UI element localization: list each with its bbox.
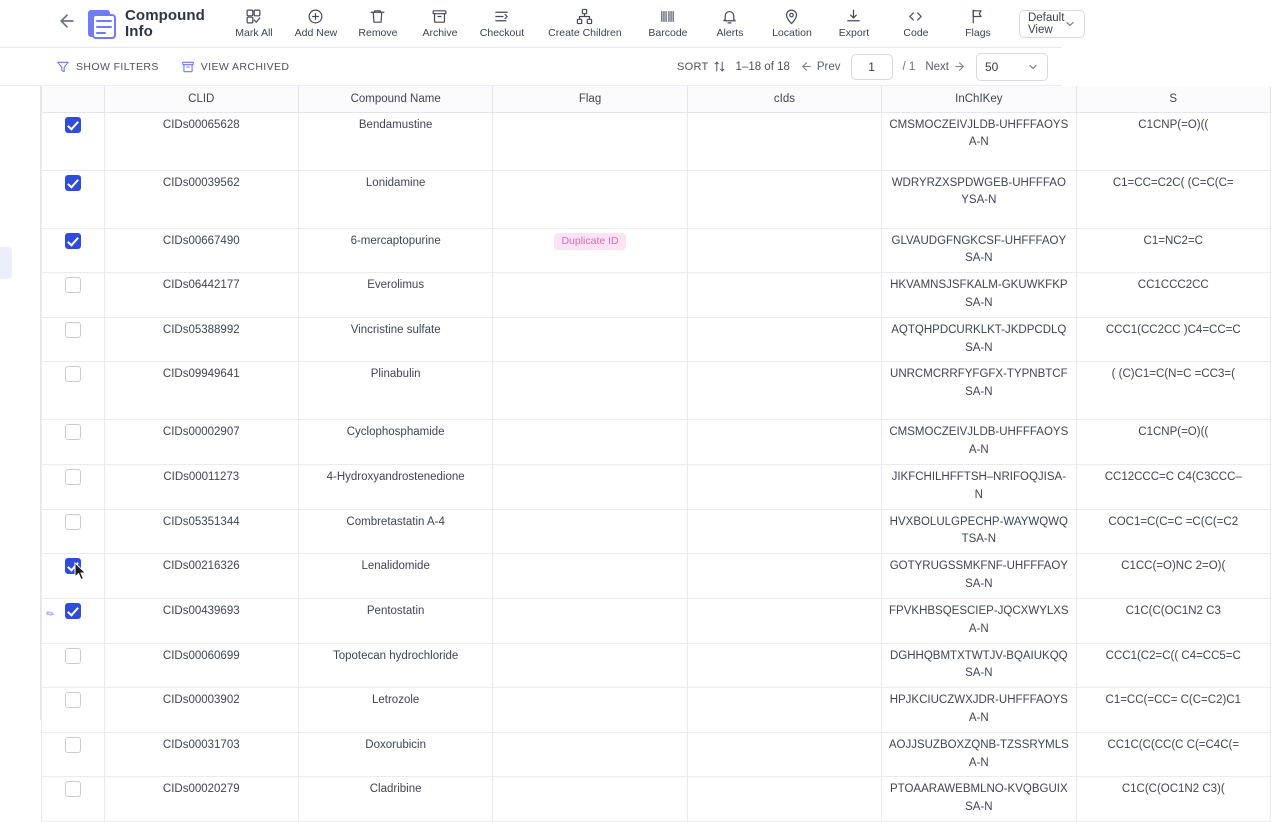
page-total-label: / 1	[902, 60, 916, 73]
row-select-cell[interactable]	[42, 170, 105, 228]
cell-clid[interactable]: CIDs00011273	[104, 465, 298, 510]
cell-clds[interactable]	[687, 420, 881, 465]
row-select-cell[interactable]	[42, 554, 105, 599]
compound-table-container[interactable]	[40, 86, 1242, 814]
per-page-selector[interactable]	[976, 53, 1048, 81]
toolbar-flags-button[interactable]	[947, 1, 1009, 47]
cell-clds[interactable]	[687, 777, 881, 822]
row-checkbox[interactable]	[65, 322, 81, 338]
cell-compound-name[interactable]: 6-mercaptopurine	[298, 228, 492, 273]
column-header-clds[interactable]: cIds	[687, 86, 881, 112]
table-row[interactable]	[42, 170, 1271, 228]
row-checkbox[interactable]	[65, 366, 81, 382]
row-select-cell[interactable]	[42, 509, 105, 554]
page-title	[125, 8, 205, 40]
arrow-left-icon	[800, 60, 813, 73]
column-header-flag[interactable]: Flag	[493, 86, 687, 112]
left-edge-marker	[0, 247, 12, 279]
row-select-cell[interactable]	[42, 643, 105, 688]
cell-clid[interactable]: CIDs00216326	[104, 554, 298, 599]
pin-icon: ✎	[44, 607, 58, 622]
arrow-right-icon	[953, 60, 966, 73]
table-row[interactable]	[42, 688, 1271, 733]
cell-clid[interactable]: CIDs00020279	[104, 777, 298, 822]
chevron-down-icon	[1064, 18, 1076, 30]
row-checkbox[interactable]	[65, 469, 81, 485]
cell-clid[interactable]: CIDs00439693	[104, 598, 298, 643]
row-checkbox[interactable]	[65, 648, 81, 664]
cell-compound-name[interactable]: Bendamustine	[298, 112, 492, 170]
cell-smiles[interactable]: C1CNP(=O)((	[1076, 420, 1270, 465]
cell-compound-name[interactable]: Cladribine	[298, 777, 492, 822]
chevron-down-icon	[1027, 61, 1039, 73]
cell-smiles[interactable]: C1CC(=O)NC 2=O)(	[1076, 554, 1270, 599]
row-select-cell[interactable]	[42, 273, 105, 318]
row-select-cell[interactable]	[42, 362, 105, 420]
cell-compound-name[interactable]: Everolimus	[298, 273, 492, 318]
cell-clds[interactable]	[687, 228, 881, 273]
table-row[interactable]	[42, 465, 1271, 510]
cell-inchikey[interactable]: AQTQHPDCURKLKT-JKDPCDLQSA-N	[882, 317, 1076, 362]
cell-smiles[interactable]: C1=NC2=C	[1076, 228, 1270, 273]
row-checkbox[interactable]	[65, 175, 81, 191]
toolbar-remove-label: Remove	[358, 27, 398, 39]
cell-flag[interactable]	[493, 777, 687, 822]
toolbar-archive-button[interactable]	[409, 1, 471, 47]
view-archived-button[interactable]	[181, 60, 290, 74]
toolbar-flags-label: Flags	[965, 27, 991, 39]
view-archived-label: VIEW ARCHIVED	[200, 60, 290, 73]
row-checkbox[interactable]	[65, 737, 81, 753]
row-checkbox[interactable]	[65, 558, 81, 574]
sort-label: SORT	[676, 60, 709, 73]
table-row[interactable]	[42, 509, 1271, 554]
cell-inchikey[interactable]: UNRCMCRRFYFGFX-TYPNBTCFSA-N	[882, 362, 1076, 420]
show-filters-label: SHOW FILTERS	[76, 60, 159, 73]
cell-clid[interactable]: CIDs00002907	[104, 420, 298, 465]
arrow-left-icon[interactable]	[54, 8, 80, 34]
app-title-line2: Info	[125, 22, 153, 40]
toolbar-alerts-label: Alerts	[716, 27, 744, 39]
cell-flag[interactable]	[493, 509, 687, 554]
table-row[interactable]	[42, 362, 1271, 420]
toolbar-code-button[interactable]	[885, 1, 947, 47]
row-checkbox[interactable]	[65, 692, 81, 708]
app-brand	[86, 8, 205, 40]
table-header-row	[42, 86, 1271, 112]
top-toolbar	[0, 0, 1065, 48]
toolbar-add-new-button[interactable]	[285, 1, 347, 47]
filter-icon	[56, 60, 70, 74]
sort-button[interactable]	[677, 60, 726, 73]
cell-smiles[interactable]: C1=CC=C2C( (C=C(C=	[1076, 170, 1270, 228]
app-title-line1: Compound	[125, 6, 205, 24]
per-page-value: 50	[985, 59, 999, 74]
table-row[interactable]	[42, 112, 1271, 170]
toolbar-remove-button[interactable]	[347, 1, 409, 47]
cell-clds[interactable]	[687, 170, 881, 228]
toolbar-mark-all-label: Mark All	[235, 27, 273, 39]
cell-inchikey[interactable]: CMSMOCZEIVJLDB-UHFFFAOYSA-N	[882, 112, 1076, 170]
cell-compound-name[interactable]: Cyclophosphamide	[298, 420, 492, 465]
toolbar-actions	[223, 0, 1009, 48]
cell-flag[interactable]	[493, 420, 687, 465]
cell-flag[interactable]	[493, 554, 687, 599]
row-select-cell[interactable]	[42, 732, 105, 777]
row-select-cell[interactable]	[42, 688, 105, 733]
pagination-controls	[677, 53, 1048, 81]
cell-smiles[interactable]: ( (C)C1=C(N=C =CC3=(	[1076, 362, 1270, 420]
cell-clid[interactable]: CIDs00039562	[104, 170, 298, 228]
cell-flag[interactable]	[493, 112, 687, 170]
cell-compound-name[interactable]: Pentostatin	[298, 598, 492, 643]
table-row[interactable]	[42, 732, 1271, 777]
cell-clds[interactable]	[687, 465, 881, 510]
cell-smiles[interactable]: CC12CCC=C C4(C3CCC–	[1076, 465, 1270, 510]
show-filters-button[interactable]	[56, 60, 159, 74]
row-select-cell[interactable]	[42, 317, 105, 362]
column-header-inchikey[interactable]: InChIKey	[882, 86, 1076, 112]
cell-compound-name[interactable]: Topotecan hydrochloride	[298, 643, 492, 688]
toolbar-barcode-label: Barcode	[648, 27, 688, 39]
cell-inchikey[interactable]: PTOAARAWEBMLNO-KVQBGUIXSA-N	[882, 777, 1076, 822]
cell-smiles[interactable]: CC1C(C(CC(C C(=C4C(=	[1076, 732, 1270, 777]
cell-flag[interactable]	[493, 273, 687, 318]
cell-flag[interactable]	[493, 465, 687, 510]
cell-smiles[interactable]: C1=CC(=CC= C(C=C2)C1	[1076, 688, 1270, 733]
row-select-cell[interactable]	[42, 465, 105, 510]
table-row[interactable]	[42, 317, 1271, 362]
cell-compound-name[interactable]: Plinabulin	[298, 362, 492, 420]
cell-clid[interactable]: CIDs05388992	[104, 317, 298, 362]
result-range-label: 1–18 of 18	[735, 60, 790, 73]
compound-info-logo-icon	[86, 8, 116, 40]
row-checkbox[interactable]	[65, 514, 81, 530]
view-selector-value: Default View	[1027, 11, 1065, 36]
row-select-cell[interactable]	[42, 777, 105, 822]
cell-clds[interactable]	[687, 732, 881, 777]
cell-smiles[interactable]: C1CNP(=O)((	[1076, 112, 1270, 170]
status-badge: Duplicate ID	[554, 233, 625, 251]
cell-inchikey[interactable]: HVXBOLULGPECHP-WAYWQWQTSA-N	[882, 509, 1076, 554]
cell-smiles[interactable]: C1C(C(OC1N2 C3	[1076, 598, 1270, 643]
toolbar-alerts-button[interactable]	[699, 1, 761, 47]
cell-smiles[interactable]: COC1=C(C=C =C(C(=C2	[1076, 509, 1270, 554]
cell-compound-name[interactable]: Lenalidomide	[298, 554, 492, 599]
cell-clid[interactable]: CIDs00060699	[104, 643, 298, 688]
cell-clid[interactable]: CIDs00065628	[104, 112, 298, 170]
toolbar-barcode-button[interactable]	[637, 1, 699, 47]
cell-inchikey[interactable]: FPVKHBSQESCIEP-JQCXWYLXSA-N	[882, 598, 1076, 643]
cell-flag[interactable]	[493, 228, 687, 273]
cell-clid[interactable]: CIDs00031703	[104, 732, 298, 777]
cell-clds[interactable]	[687, 598, 881, 643]
toolbar-export-button[interactable]	[823, 1, 885, 47]
next-page-button[interactable]	[925, 60, 966, 73]
cell-clds[interactable]	[687, 509, 881, 554]
cell-flag[interactable]	[493, 598, 687, 643]
cell-flag[interactable]	[493, 362, 687, 420]
cell-clds[interactable]	[687, 554, 881, 599]
cell-flag[interactable]	[493, 732, 687, 777]
cell-compound-name[interactable]: 4-Hydroxyandrostenedione	[298, 465, 492, 510]
row-checkbox[interactable]	[65, 233, 81, 249]
sort-arrows-icon	[713, 60, 726, 73]
table-row[interactable]	[42, 554, 1271, 599]
cell-clds[interactable]	[687, 273, 881, 318]
table-body	[42, 112, 1271, 822]
toolbar-checkout-label: Checkout	[479, 27, 525, 39]
toolbar-code-label: Code	[903, 27, 929, 39]
column-header-select[interactable]	[42, 86, 105, 112]
row-checkbox[interactable]	[65, 781, 81, 797]
row-checkbox[interactable]	[65, 277, 81, 293]
cell-inchikey[interactable]: GLVAUDGFNGKCSF-UHFFFAOYSA-N	[882, 228, 1076, 273]
toolbar-location-button[interactable]	[761, 1, 823, 47]
filter-bar	[0, 48, 1062, 86]
cell-compound-name[interactable]: Doxorubicin	[298, 732, 492, 777]
column-header-compound-name[interactable]: Compound Name	[298, 86, 492, 112]
cell-inchikey[interactable]: GOTYRUGSSMKFNF-UHFFFAOYSA-N	[882, 554, 1076, 599]
cell-clid[interactable]: CIDs06442177	[104, 273, 298, 318]
row-checkbox[interactable]	[65, 603, 81, 619]
cell-flag[interactable]	[493, 170, 687, 228]
table-row[interactable]	[42, 598, 1271, 643]
cell-inchikey[interactable]: DGHHQBMTXTWTJV-BQAIUKQQSA-N	[882, 643, 1076, 688]
table-row[interactable]	[42, 777, 1271, 822]
cell-flag[interactable]	[493, 643, 687, 688]
table-row[interactable]	[42, 420, 1271, 465]
cell-compound-name[interactable]: Letrozole	[298, 688, 492, 733]
compound-table	[41, 86, 1271, 822]
cell-inchikey[interactable]: HPJKCIUCZWXJDR-UHFFFAOYSA-N	[882, 688, 1076, 733]
cell-clds[interactable]	[687, 317, 881, 362]
row-select-cell[interactable]	[42, 228, 105, 273]
cell-clid[interactable]: CIDs00003902	[104, 688, 298, 733]
row-select-cell[interactable]	[42, 598, 105, 643]
column-header-clid[interactable]: CLID	[104, 86, 298, 112]
cell-inchikey[interactable]: WDRYRZXSPDWGEB-UHFFFAOYSA-N	[882, 170, 1076, 228]
cell-clid[interactable]: CIDs00667490	[104, 228, 298, 273]
cell-smiles[interactable]: C1C(C(OC1N2 C3)(	[1076, 777, 1270, 822]
next-page-label: Next	[925, 60, 949, 73]
toolbar-add-new-label: Add New	[294, 27, 338, 39]
cell-clds[interactable]	[687, 643, 881, 688]
archive-icon	[181, 60, 195, 74]
cell-smiles[interactable]: CC1CCC2CC	[1076, 273, 1270, 318]
cell-inchikey[interactable]: CMSMOCZEIVJLDB-UHFFFAOYSA-N	[882, 420, 1076, 465]
prev-page-button[interactable]	[800, 60, 841, 73]
cell-inchikey[interactable]: AOJJSUZBOXZQNB-TZSSRYMLSA-N	[882, 732, 1076, 777]
cell-clds[interactable]	[687, 362, 881, 420]
cell-inchikey[interactable]: HKVAMNSJSFKALM-GKUWKFKPSA-N	[882, 273, 1076, 318]
toolbar-location-label: Location	[772, 27, 812, 39]
cell-flag[interactable]	[493, 317, 687, 362]
toolbar-archive-label: Archive	[422, 27, 458, 39]
cell-clds[interactable]	[687, 688, 881, 733]
toolbar-create-children-label: Create Children	[548, 27, 622, 39]
view-selector[interactable]	[1019, 10, 1085, 38]
row-checkbox[interactable]	[65, 424, 81, 440]
table-row[interactable]	[42, 228, 1271, 273]
toolbar-checkout-button[interactable]	[471, 1, 533, 47]
cell-clds[interactable]	[687, 112, 881, 170]
toolbar-create-children-button[interactable]	[533, 1, 637, 47]
cell-compound-name[interactable]: Lonidamine	[298, 170, 492, 228]
toolbar-export-label: Export	[838, 27, 870, 39]
row-select-cell[interactable]	[42, 112, 105, 170]
cell-flag[interactable]	[493, 688, 687, 733]
row-checkbox[interactable]	[65, 117, 81, 133]
prev-page-label: Prev	[816, 60, 841, 73]
cell-compound-name[interactable]: Vincristine sulfate	[298, 317, 492, 362]
cell-smiles[interactable]: CCC1(CC2CC )C4=CC=C	[1076, 317, 1270, 362]
table-row[interactable]	[42, 273, 1271, 318]
cell-clid[interactable]: CIDs09949641	[104, 362, 298, 420]
column-header-smiles[interactable]: S	[1076, 86, 1270, 112]
cell-compound-name[interactable]: Combretastatin A-4	[298, 509, 492, 554]
page-number-input[interactable]	[851, 54, 893, 80]
cell-inchikey[interactable]: JIKFCHILHFFTSH–NRIFOQJISA-N	[882, 465, 1076, 510]
table-row[interactable]	[42, 643, 1271, 688]
cell-clid[interactable]: CIDs05351344	[104, 509, 298, 554]
row-select-cell[interactable]	[42, 420, 105, 465]
cell-smiles[interactable]: CCC1(C2=C(( C4=CC5=C	[1076, 643, 1270, 688]
toolbar-mark-all-button[interactable]	[223, 1, 285, 47]
